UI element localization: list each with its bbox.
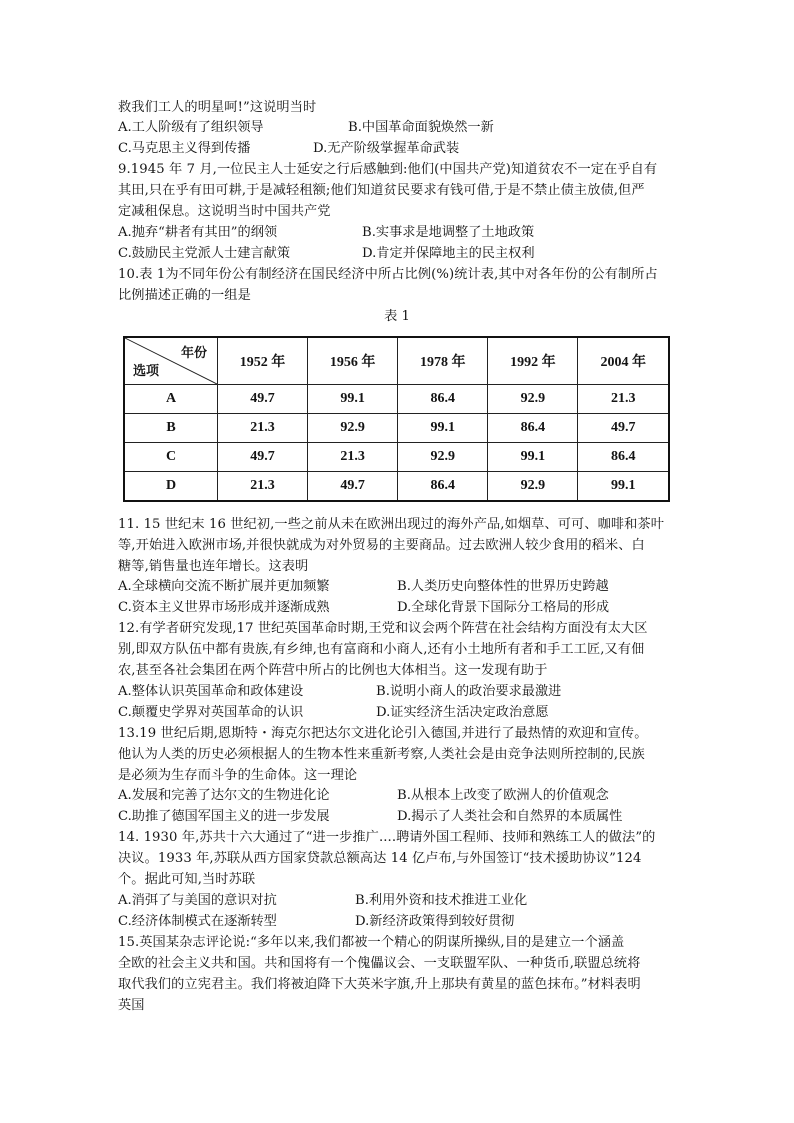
q12-option-b[interactable]: B.说明小商人的政治要求最激进 (376, 684, 562, 699)
table-cell: 86.4 (398, 385, 488, 414)
q14-option-b[interactable]: B.利用外资和技术推进工业化 (355, 893, 528, 908)
q13-option-c[interactable]: C.助推了德国军国主义的进一步发展 (118, 809, 330, 824)
q12-stem-line: 12.有学者研究发现,17 世纪英国革命时期,王党和议会两个阵营在社会结构方面没有太大区 (118, 621, 648, 636)
q14-option-c[interactable]: C.经济体制模式在逐渐转型 (118, 914, 277, 929)
q11-stem-line: 11. 15 世纪末 16 世纪初,一些之前从未在欧洲出现过的海外产品,如烟草、可可、咖啡和茶叶 (118, 517, 665, 532)
row-option-label: D (124, 472, 218, 502)
q11-stem-line: 等,开始进入欧洲市场,并很快就成为对外贸易的主要商品。过去欧洲人较少食用的稻米、白 (118, 538, 645, 553)
table-cell: 49.7 (308, 472, 398, 502)
year-header: 1956 年 (308, 337, 398, 385)
q14-option-a[interactable]: A.消弭了与美国的意识对抗 (118, 893, 277, 908)
year-header: 1952 年 (218, 337, 308, 385)
q14-option-d[interactable]: D.新经济政策得到较好贯彻 (355, 914, 515, 929)
row-option-label: A (124, 385, 218, 414)
table-cell: 49.7 (218, 385, 308, 414)
table-cell: 86.4 (488, 414, 578, 443)
q14-stem-line: 14. 1930 年,苏共十六大通过了“进一步推广....聘请外国工程师、技师和熟练工人的做法”的 (118, 830, 656, 845)
table-cell: 21.3 (218, 472, 308, 502)
q13-stem-line: 他认为人类的历史必须根据人的生物本性来重新考察,人类社会是由竞争法则所控制的,民族 (118, 747, 645, 762)
q9-stem-line: 其田,只在乎有田可耕,于是减轻租额;他们知道贫民要求有钱可借,于是不禁止债主放债,但严 (118, 183, 645, 198)
q8-option-d[interactable]: D.无产阶级掌握革命武装 (313, 141, 460, 156)
table-header-row (124, 337, 669, 385)
table-cell: 21.3 (578, 385, 669, 414)
q12-option-c[interactable]: C.颠覆史学界对英国革命的认识 (118, 705, 304, 720)
table-cell: 92.9 (398, 443, 488, 472)
q15-stem-line: 英国 (118, 998, 145, 1013)
corner-year-label: 年份 (180, 345, 207, 360)
q11-option-a[interactable]: A.全球横向交流不断扩展并更加频繁 (118, 579, 330, 594)
row-option-label: C (124, 443, 218, 472)
q8-option-c[interactable]: C.马克思主义得到传播 (118, 141, 251, 156)
table-cell: 92.9 (308, 414, 398, 443)
q9-option-d[interactable]: D.肯定并保障地主的民主权利 (362, 246, 535, 261)
q10-stem-line: 10.表 1为不同年份公有制经济在国民经济中所占比例(%)统计表,其中对各年份的公有制所占 (118, 267, 658, 282)
table-cell: 92.9 (488, 472, 578, 502)
q11-option-b[interactable]: B.人类历史向整体性的世界历史跨越 (397, 579, 609, 594)
table-cell: 21.3 (308, 443, 398, 472)
q13-option-b[interactable]: B.从根本上改变了欧洲人的价值观念 (397, 788, 609, 803)
table-row (124, 385, 669, 414)
q14-stem-line: 个。据此可知,当时苏联 (118, 872, 256, 887)
corner-option-label: 选项 (133, 363, 160, 378)
table-cell: 99.1 (578, 472, 669, 502)
q15-stem-line: 15.英国某杂志评论说:“多年以来,我们都被一个精心的阴谋所操纵,目的是建立一个涵盖 (118, 935, 625, 950)
q13-option-d[interactable]: D.揭示了人类社会和自然界的本质属性 (397, 809, 623, 824)
q12-stem-line: 农,甚至各社会集团在两个阵营中所占的比例也大体相当。这一发现有助于 (118, 663, 548, 678)
q11-stem-line: 糖等,销售量也连年增长。这表明 (118, 559, 309, 574)
table-cell: 49.7 (218, 443, 308, 472)
table-cell: 99.1 (308, 385, 398, 414)
q9-stem-line: 9.1945 年 7 月,一位民主人士延安之行后感触到:他们(中国共产党)知道贫农不一定在乎自有 (118, 162, 658, 177)
table-row (124, 414, 669, 443)
q10-stem-line: 比例描述正确的一组是 (118, 288, 251, 303)
q13-stem-line: 是必须为生存而斗争的生命体。这一理论 (118, 768, 358, 783)
q9-stem-line: 定减租保息。这说明当时中国共产党 (118, 204, 331, 219)
q13-option-a[interactable]: A.发展和完善了达尔文的生物进化论 (118, 788, 330, 803)
statistics-table (123, 336, 670, 502)
year-header: 2004 年 (578, 337, 669, 385)
table-cell: 86.4 (398, 472, 488, 502)
q9-option-a[interactable]: A.抛弃“耕者有其田”的纲领 (118, 225, 278, 240)
q9-option-c[interactable]: C.鼓励民主党派人士建言献策 (118, 246, 291, 261)
table-corner-cell (124, 337, 218, 385)
q14-stem-line: 决议。1933 年,苏联从西方国家贷款总额高达 14 亿卢布,与外国签订“技术援助协议”124 (118, 851, 642, 866)
q8-option-b[interactable]: B.中国革命面貌焕然一新 (348, 120, 494, 135)
table-cell: 99.1 (398, 414, 488, 443)
year-header: 1992 年 (488, 337, 578, 385)
q12-option-d[interactable]: D.证实经济生活决定政治意愿 (376, 705, 549, 720)
q9-option-b[interactable]: B.实事求是地调整了土地政策 (362, 225, 535, 240)
q12-stem-line: 别,即双方队伍中都有贵族,有乡绅,也有富商和小商人,还有小土地所有者和手工工匠,又有佃 (118, 642, 645, 657)
q11-option-c[interactable]: C.资本主义世界市场形成并逐渐成熟 (118, 600, 330, 615)
table-row (124, 443, 669, 472)
q8-option-a[interactable]: A.工人阶级有了组织领导 (118, 120, 264, 135)
table-cell: 92.9 (488, 385, 578, 414)
q13-stem-line: 13.19 世纪后期,恩斯特・海克尔把达尔文进化论引入德国,并进行了最热情的欢迎和宣传。 (118, 726, 648, 741)
table-row (124, 472, 669, 502)
q11-option-d[interactable]: D.全球化背景下国际分工格局的形成 (397, 600, 610, 615)
table-cell: 99.1 (488, 443, 578, 472)
q15-stem-line: 全欧的社会主义共和国。共和国将有一个傀儡议会、一支联盟军队、一种货币,联盟总统将 (118, 956, 641, 971)
q12-option-a[interactable]: A.整体认识英国革命和政体建设 (118, 684, 304, 699)
table-cell: 21.3 (218, 414, 308, 443)
table-cell: 49.7 (578, 414, 669, 443)
year-header: 1978 年 (398, 337, 488, 385)
table-cell: 86.4 (578, 443, 669, 472)
row-option-label: B (124, 414, 218, 443)
q8-stem-tail: 救我们工人的明星呵!”这说明当时 (118, 100, 317, 115)
table-caption: 表 1 (384, 309, 410, 324)
q15-stem-line: 取代我们的立宪君主。我们将被迫降下大英米字旗,升上那块有黄星的蓝色抹布。”材料表明 (118, 977, 641, 992)
